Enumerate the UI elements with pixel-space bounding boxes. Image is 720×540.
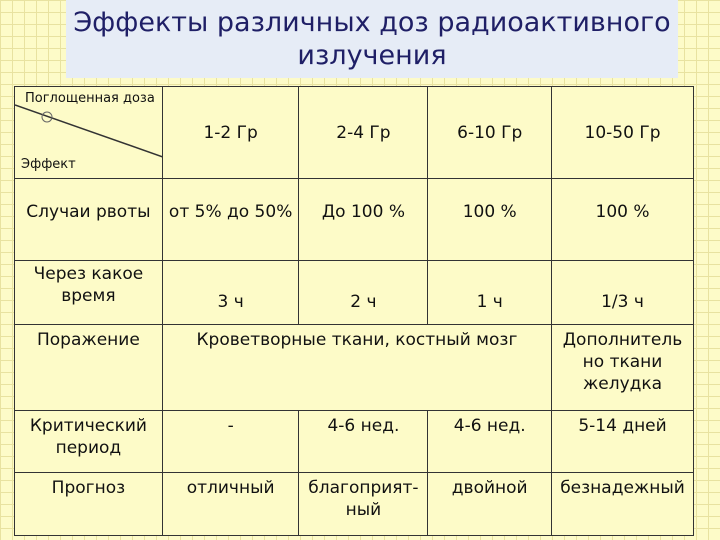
merged-cell: Кроветворные ткани, костный мозг <box>162 325 551 411</box>
table-cell: 3 ч <box>162 261 299 325</box>
row-label: Критический период <box>15 411 163 473</box>
table-cell: 4-6 нед. <box>299 411 428 473</box>
table-cell: 100 % <box>428 179 552 261</box>
table-cell: До 100 % <box>299 179 428 261</box>
table-cell: отличный <box>162 473 299 536</box>
table-cell: 5-14 дней <box>552 411 694 473</box>
table-cell: от 5% до 50% <box>162 179 299 261</box>
table-row <box>15 473 694 536</box>
table-cell: 2 ч <box>299 261 428 325</box>
row-label: Поражение <box>15 325 163 411</box>
column-header: 1-2 Гр <box>162 87 299 179</box>
header-row <box>15 87 694 179</box>
table-cell: - <box>162 411 299 473</box>
column-header: 2-4 Гр <box>299 87 428 179</box>
table-row <box>15 325 694 411</box>
table-cell: Дополнитель но ткани желудка <box>552 325 694 411</box>
table-cell: двойной <box>428 473 552 536</box>
table-cell: 1/3 ч <box>552 261 694 325</box>
dose-axis-label: Поглощенная доза <box>25 91 155 106</box>
table-cell: 4-6 нед. <box>428 411 552 473</box>
column-header: 10-50 Гр <box>552 87 694 179</box>
table-row <box>15 179 694 261</box>
row-label: Случаи рвоты <box>15 179 163 261</box>
row-label: Через какое время <box>15 261 163 325</box>
table-cell: 100 % <box>552 179 694 261</box>
table-cell: благоприят-ный <box>299 473 428 536</box>
effect-axis-label: Эффект <box>21 157 76 172</box>
dose-effects-table <box>14 86 694 536</box>
table-cell: безнадежный <box>552 473 694 536</box>
table-row <box>15 411 694 473</box>
slide-title: Эффекты различных доз радиоактивного излучения <box>73 7 671 71</box>
column-header: 6-10 Гр <box>428 87 552 179</box>
table-cell: 1 ч <box>428 261 552 325</box>
table-row <box>15 261 694 325</box>
corner-cell <box>15 87 163 179</box>
row-label: Прогноз <box>15 473 163 536</box>
